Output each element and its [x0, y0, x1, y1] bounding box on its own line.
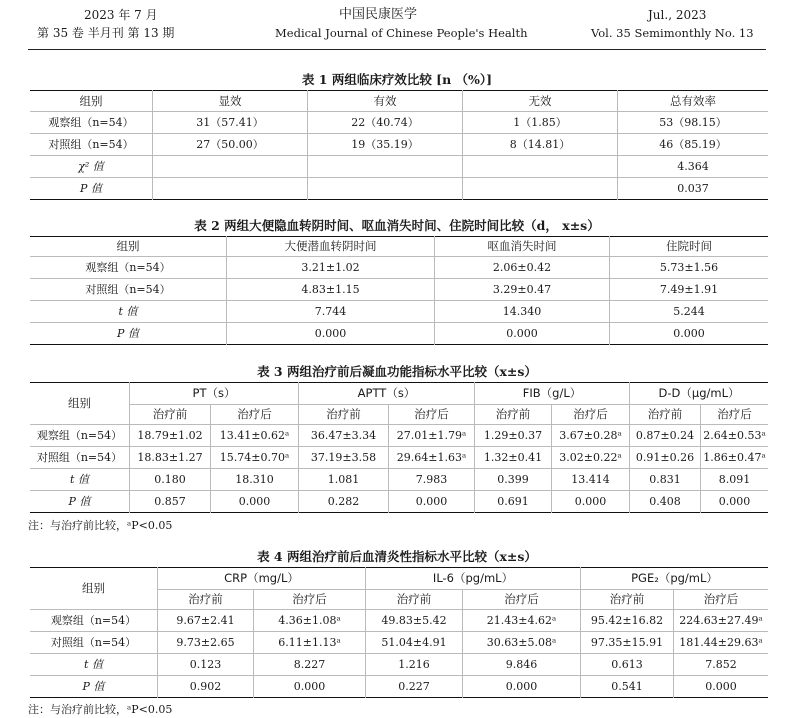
table3-subheader: 治疗后 [701, 405, 769, 425]
table-row [30, 447, 768, 469]
table-cell: 13.414 [552, 469, 630, 491]
table1-title: 表 1 两组临床疗效比较 [n （%）] [301, 72, 493, 87]
table-cell: 4.364 [618, 156, 769, 178]
table4-subheader: 治疗后 [254, 590, 366, 610]
table2 [30, 236, 768, 345]
table3-group-label: 组别 [30, 383, 130, 425]
header-journal-cn: 中国民康医学 [339, 7, 418, 22]
table-cell: 15.74±0.70ᵃ [211, 447, 299, 469]
table-cell: 18.79±1.02 [130, 425, 211, 447]
table-cell: 0.541 [581, 676, 674, 698]
table-cell: 0.399 [475, 469, 552, 491]
table4-header-row [30, 568, 768, 590]
table-cell: 0.000 [701, 491, 769, 513]
table4 [30, 567, 768, 698]
table-row [30, 425, 768, 447]
table-cell [308, 156, 463, 178]
table3-subheader: 治疗后 [211, 405, 299, 425]
table-cell: 0.857 [130, 491, 211, 513]
table-cell: 19（35.19） [308, 134, 463, 156]
table-cell: t 值 [30, 301, 227, 323]
table3-group-header: D-D（μg/mL） [630, 383, 769, 405]
table-cell: 181.44±29.63ᵃ [674, 632, 769, 654]
table-row [30, 610, 768, 632]
header-rule [28, 49, 766, 50]
table-row [30, 632, 768, 654]
table-cell: 1.081 [299, 469, 389, 491]
table-cell: 3.67±0.28ᵃ [552, 425, 630, 447]
table-cell: 2.06±0.42 [435, 257, 610, 279]
table-cell: 0.000 [227, 323, 435, 345]
table-cell: 0.902 [158, 676, 254, 698]
table-cell: 29.64±1.63ᵃ [389, 447, 475, 469]
table-cell: 22（40.74） [308, 112, 463, 134]
table-cell: 9.67±2.41 [158, 610, 254, 632]
table-cell: t 值 [30, 654, 158, 676]
table-cell: 27.01±1.79ᵃ [389, 425, 475, 447]
table3-footnote: 注：与治疗前比较，ᵃP<0.05 [28, 519, 173, 532]
table-cell: 观察组（n=54） [30, 425, 130, 447]
table-cell: 1.216 [366, 654, 463, 676]
table-cell: 0.87±0.24 [630, 425, 701, 447]
table-cell: 1（1.85） [463, 112, 618, 134]
table-cell [463, 156, 618, 178]
table-cell: 观察组（n=54） [30, 112, 153, 134]
table-row [30, 491, 768, 513]
table-cell: 8.091 [701, 469, 769, 491]
table1-header-cell: 显效 [153, 91, 308, 112]
table2-title: 表 2 两组大便隐血转阴时间、呕血消失时间、住院时间比较（d， x±s） [194, 218, 600, 233]
table-cell: 对照组（n=54） [30, 279, 227, 301]
table2-header-cell: 呕血消失时间 [435, 237, 610, 257]
table4-footnote: 注：与治疗前比较，ᵃP<0.05 [28, 703, 173, 716]
table-cell: 49.83±5.42 [366, 610, 463, 632]
table-row [30, 279, 768, 301]
table-cell: 95.42±16.82 [581, 610, 674, 632]
table-cell: 7.49±1.91 [610, 279, 769, 301]
table1-header-row [30, 91, 768, 112]
table-cell: 0.000 [211, 491, 299, 513]
table-cell: 0.408 [630, 491, 701, 513]
table-row [30, 323, 768, 345]
table1 [30, 90, 768, 200]
table-cell: 0.000 [463, 676, 581, 698]
table3-title: 表 3 两组治疗前后凝血功能指标水平比较（x±s） [257, 364, 537, 379]
table-cell: 224.63±27.49ᵃ [674, 610, 769, 632]
table-cell: 3.02±0.22ᵃ [552, 447, 630, 469]
table-row [30, 112, 768, 134]
header-issue-en: Vol. 35 Semimonthly No. 13 [591, 26, 754, 40]
table4-subheader: 治疗后 [463, 590, 581, 610]
table-row [30, 134, 768, 156]
table-cell: 1.29±0.37 [475, 425, 552, 447]
table3-group-header: FIB（g/L） [475, 383, 630, 405]
table-cell: P 值 [30, 491, 130, 513]
table-cell: 21.43±4.62ᵃ [463, 610, 581, 632]
table-cell: 0.000 [435, 323, 610, 345]
table-cell: P 值 [30, 676, 158, 698]
table-cell: 3.21±1.02 [227, 257, 435, 279]
table-cell: 9.846 [463, 654, 581, 676]
table-cell: 31（57.41） [153, 112, 308, 134]
table-cell: 0.282 [299, 491, 389, 513]
table-cell: 0.037 [618, 178, 769, 200]
table-cell: 37.19±3.58 [299, 447, 389, 469]
table-cell: 5.73±1.56 [610, 257, 769, 279]
table-cell: 46（85.19） [618, 134, 769, 156]
table-row [30, 156, 768, 178]
table-cell: 对照组（n=54） [30, 632, 158, 654]
header-date-en: Jul., 2023 [648, 8, 707, 22]
table-cell: 0.123 [158, 654, 254, 676]
table-cell: 8（14.81） [463, 134, 618, 156]
table-cell: 97.35±15.91 [581, 632, 674, 654]
table-cell: 4.83±1.15 [227, 279, 435, 301]
table-cell: χ² 值 [30, 156, 153, 178]
table-cell: 1.86±0.47ᵃ [701, 447, 769, 469]
table4-group-header: PGE₂（pg/mL） [581, 568, 769, 590]
table1-header-cell: 无效 [463, 91, 618, 112]
table-cell: 0.227 [366, 676, 463, 698]
table-cell: t 值 [30, 469, 130, 491]
header-issue-cn: 第 35 卷 半月刊 第 13 期 [37, 26, 175, 40]
table-cell: 0.000 [674, 676, 769, 698]
table-cell: 对照组（n=54） [30, 447, 130, 469]
table4-group-header: IL-6（pg/mL） [366, 568, 581, 590]
table1-header-cell: 组别 [30, 91, 153, 112]
table3-subheader: 治疗前 [130, 405, 211, 425]
table4-subheader: 治疗前 [366, 590, 463, 610]
table-cell: 0.691 [475, 491, 552, 513]
table2-header-cell: 住院时间 [610, 237, 769, 257]
table-cell: 7.983 [389, 469, 475, 491]
table-cell: 14.340 [435, 301, 610, 323]
table-cell: P 值 [30, 178, 153, 200]
table-cell [308, 178, 463, 200]
table-cell: 对照组（n=54） [30, 134, 153, 156]
table-cell: 30.63±5.08ᵃ [463, 632, 581, 654]
table-row [30, 301, 768, 323]
header-journal-en: Medical Journal of Chinese People's Health [275, 26, 528, 40]
table4-subheader: 治疗后 [674, 590, 769, 610]
table-row [30, 178, 768, 200]
table4-subheader: 治疗前 [158, 590, 254, 610]
table-cell: 27（50.00） [153, 134, 308, 156]
table-cell: P 值 [30, 323, 227, 345]
table-cell: 0.000 [254, 676, 366, 698]
table2-header-row [30, 237, 768, 257]
table3-subheader: 治疗后 [552, 405, 630, 425]
table3-subheader-row [30, 405, 768, 425]
table-cell: 1.32±0.41 [475, 447, 552, 469]
table-cell: 0.000 [552, 491, 630, 513]
table1-header-cell: 总有效率 [618, 91, 769, 112]
table3 [30, 382, 768, 513]
table-row [30, 676, 768, 698]
table-row [30, 257, 768, 279]
table3-subheader: 治疗前 [630, 405, 701, 425]
table4-title: 表 4 两组治疗前后血清炎性指标水平比较（x±s） [257, 549, 537, 564]
table-cell: 观察组（n=54） [30, 610, 158, 632]
table3-header-row [30, 383, 768, 405]
table3-group-header: PT（s） [130, 383, 299, 405]
table-cell: 0.180 [130, 469, 211, 491]
table3-subheader: 治疗后 [389, 405, 475, 425]
header-date-cn: 2023 年 7 月 [84, 8, 158, 22]
table-cell: 13.41±0.62ᵃ [211, 425, 299, 447]
table3-subheader: 治疗前 [299, 405, 389, 425]
table4-group-header: CRP（mg/L） [158, 568, 366, 590]
table4-subheader: 治疗前 [581, 590, 674, 610]
table-cell: 观察组（n=54） [30, 257, 227, 279]
table-cell: 3.29±0.47 [435, 279, 610, 301]
table-cell: 2.64±0.53ᵃ [701, 425, 769, 447]
table-cell: 53（98.15） [618, 112, 769, 134]
table-cell: 5.244 [610, 301, 769, 323]
table-row [30, 654, 768, 676]
table-cell [153, 156, 308, 178]
table-cell: 7.744 [227, 301, 435, 323]
table-cell: 18.83±1.27 [130, 447, 211, 469]
table-cell: 0.91±0.26 [630, 447, 701, 469]
table-cell: 0.613 [581, 654, 674, 676]
table3-group-header: APTT（s） [299, 383, 475, 405]
table3-subheader: 治疗前 [475, 405, 552, 425]
table-cell: 18.310 [211, 469, 299, 491]
table-cell: 36.47±3.34 [299, 425, 389, 447]
table-cell: 0.000 [610, 323, 769, 345]
table-cell: 0.000 [389, 491, 475, 513]
table-cell: 7.852 [674, 654, 769, 676]
table-cell: 6.11±1.13ᵃ [254, 632, 366, 654]
table-cell: 51.04±4.91 [366, 632, 463, 654]
table4-group-label: 组别 [30, 568, 158, 610]
table1-header-cell: 有效 [308, 91, 463, 112]
table-cell [153, 178, 308, 200]
table-cell [463, 178, 618, 200]
table-cell: 8.227 [254, 654, 366, 676]
table-cell: 4.36±1.08ᵃ [254, 610, 366, 632]
table-cell: 9.73±2.65 [158, 632, 254, 654]
table-cell: 0.831 [630, 469, 701, 491]
table2-header-cell: 组别 [30, 237, 227, 257]
table2-header-cell: 大便潜血转阴时间 [227, 237, 435, 257]
table-row [30, 469, 768, 491]
